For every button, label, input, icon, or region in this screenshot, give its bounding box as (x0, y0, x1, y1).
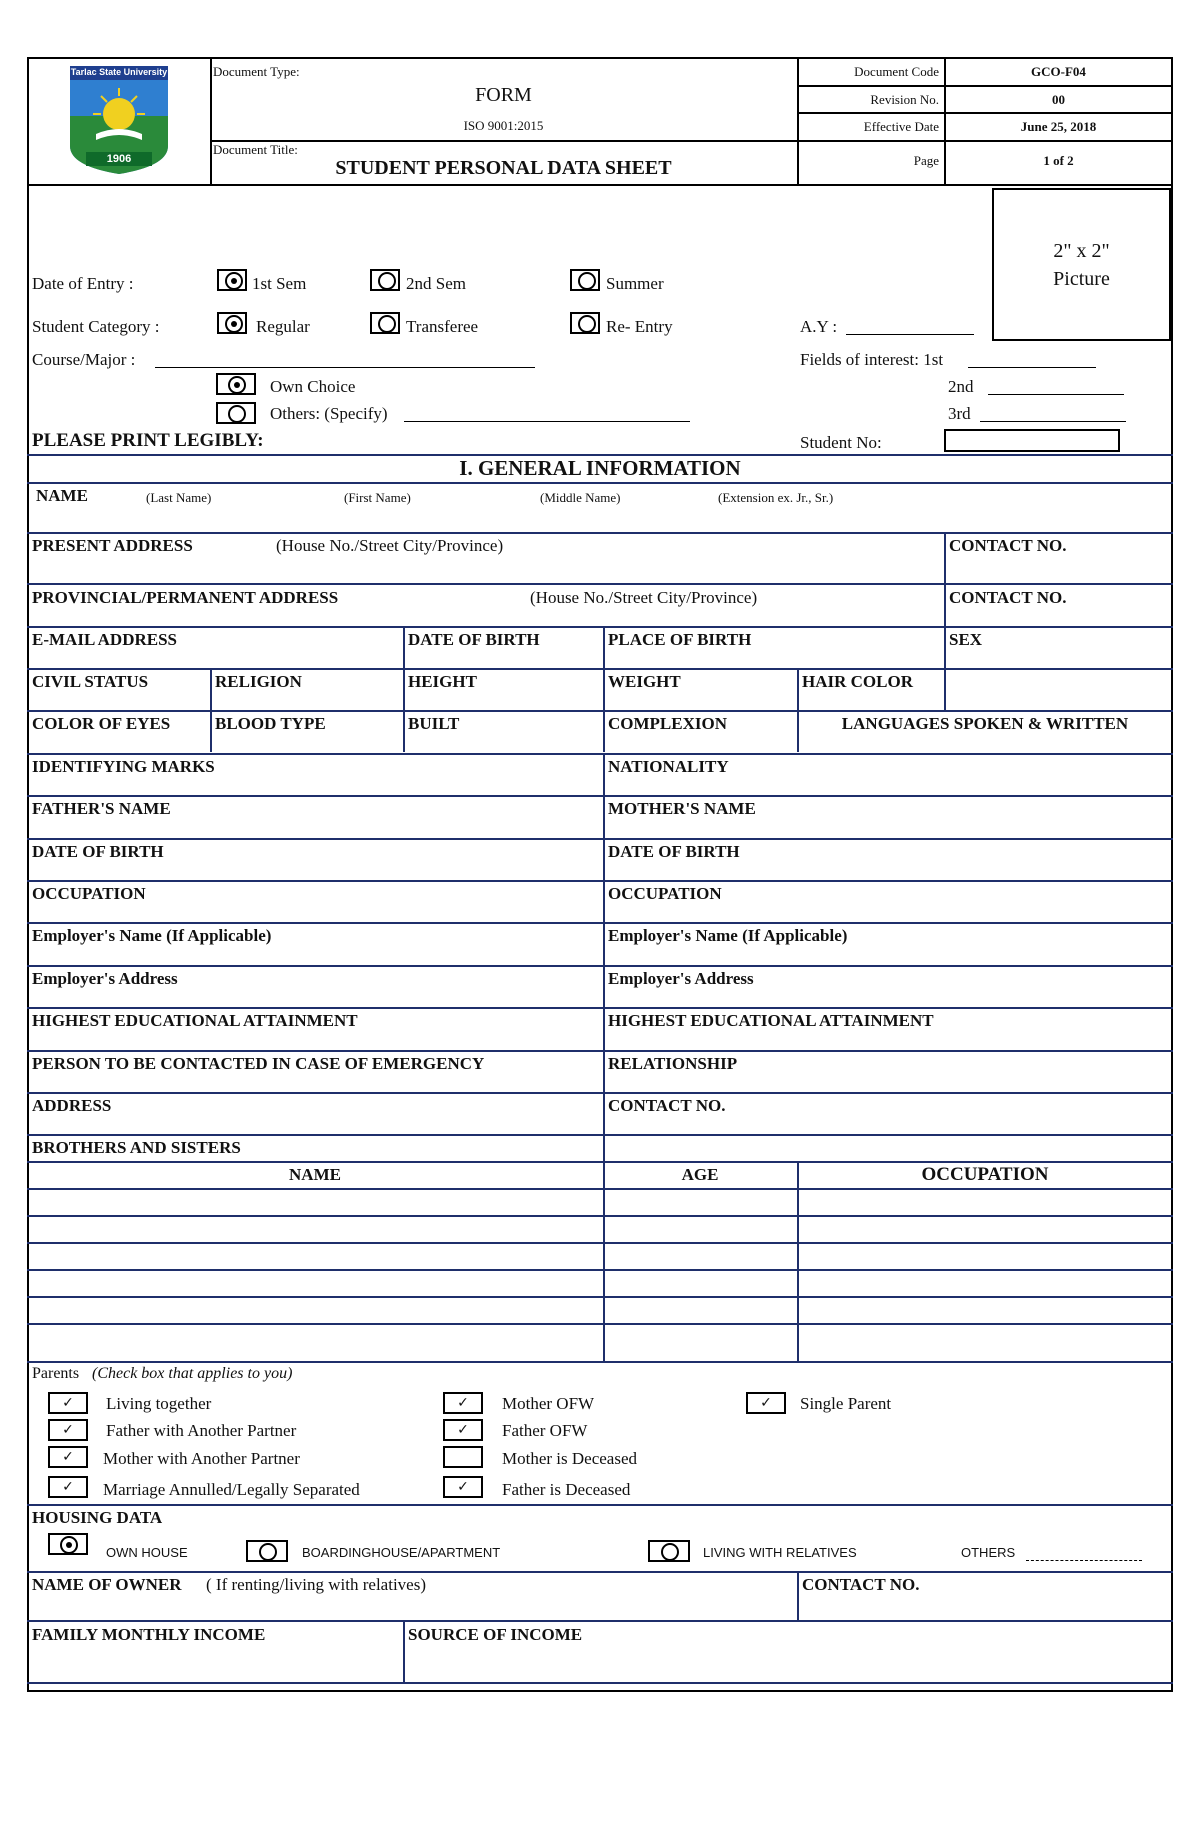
extension-hint: (Extension ex. Jr., Sr.) (718, 490, 834, 505)
interest-1st-field[interactable] (968, 367, 1096, 368)
others-field[interactable] (404, 421, 690, 422)
languages-label: LANGUAGES SPOKEN & WRITTEN (841, 714, 1129, 733)
father-partner-label: Father with Another Partner (106, 1421, 297, 1440)
relationship-label: RELATIONSHIP (608, 1054, 738, 1073)
summer-label: Summer (606, 274, 664, 293)
interest-3rd-field[interactable] (980, 421, 1126, 422)
siblings-label: BROTHERS AND SISTERS (32, 1138, 241, 1157)
name-label: NAME (36, 486, 88, 505)
iso-standard: ISO 9001:2015 (463, 118, 544, 133)
doc-type-label: Document Type: (213, 64, 300, 79)
present-contact-label: CONTACT NO. (949, 536, 1067, 555)
page-value: 1 of 2 (1043, 153, 1074, 168)
emergency-contact-label: CONTACT NO. (608, 1096, 726, 1115)
mother-employer-label: Employer's Name (If Applicable) (608, 926, 848, 945)
father-hea-label: HIGHEST EDUCATIONAL ATTAINMENT (32, 1011, 358, 1030)
interest-label: Fields of interest: 1st (800, 350, 944, 369)
category-label: Student Category : (32, 317, 160, 336)
father-partner-checkbox[interactable]: ✓ (48, 1419, 88, 1441)
provincial-address-label: PROVINCIAL/PERMANENT ADDRESS (32, 588, 339, 607)
mother-name-label: MOTHER'S NAME (608, 799, 756, 818)
mother-deceased-checkbox[interactable] (443, 1446, 483, 1468)
student-no-label: Student No: (800, 433, 882, 452)
father-ofw-label: Father OFW (502, 1421, 588, 1440)
emergency-address-label: ADDRESS (32, 1096, 112, 1115)
mother-ofw-checkbox[interactable]: ✓ (443, 1392, 483, 1414)
own-choice-radio[interactable] (216, 373, 256, 395)
first-name-hint: (First Name) (344, 490, 411, 505)
others-radio[interactable] (216, 402, 256, 424)
annulled-checkbox[interactable]: ✓ (48, 1476, 88, 1498)
owner-label: NAME OF OWNER (32, 1575, 182, 1594)
others-label: Others: (Specify) (270, 404, 388, 423)
single-parent-label: Single Parent (800, 1394, 892, 1413)
mother-occupation-label: OCCUPATION (608, 884, 722, 903)
parents-hint: (Check box that applies to you) (92, 1365, 293, 1382)
relatives-label: LIVING WITH RELATIVES (703, 1545, 857, 1560)
mother-hea-label: HIGHEST EDUCATIONAL ATTAINMENT (608, 1011, 934, 1030)
middle-name-hint: (Middle Name) (540, 490, 621, 505)
father-deceased-label: Father is Deceased (502, 1480, 631, 1499)
own-house-label: OWN HOUSE (106, 1545, 188, 1560)
boarding-label: BOARDINGHOUSE/APARTMENT (302, 1545, 501, 1560)
transferee-radio[interactable] (370, 312, 400, 334)
own-choice-label: Own Choice (270, 377, 356, 396)
parents-label: Parents (32, 1365, 80, 1382)
father-occupation-label: OCCUPATION (32, 884, 146, 903)
mother-deceased-label: Mother is Deceased (502, 1449, 638, 1468)
built-label: BUILT (408, 714, 460, 733)
living-together-label: Living together (106, 1394, 212, 1413)
source-label: SOURCE OF INCOME (408, 1625, 583, 1644)
reentry-label: Re- Entry (606, 317, 673, 336)
course-label: Course/Major : (32, 350, 136, 369)
summer-radio[interactable] (570, 269, 600, 291)
interest-2nd-field[interactable] (988, 394, 1124, 395)
picture-size: 2" x 2" (1053, 240, 1110, 262)
nationality-label: NATIONALITY (608, 757, 729, 776)
single-parent-checkbox[interactable]: ✓ (746, 1392, 786, 1414)
transferee-label: Transferee (406, 317, 479, 336)
housing-title: HOUSING DATA (32, 1508, 163, 1527)
father-ofw-checkbox[interactable]: ✓ (443, 1419, 483, 1441)
complexion-label: COMPLEXION (608, 714, 727, 733)
picture-caption: Picture (1053, 268, 1110, 290)
effective-label: Effective Date (863, 119, 939, 134)
code-value: GCO-F04 (1031, 64, 1086, 79)
income-label: FAMILY MONTHLY INCOME (32, 1625, 266, 1644)
religion-label: RELIGION (215, 672, 302, 691)
hair-color-label: HAIR COLOR (802, 672, 913, 691)
logo-year: 1906 (106, 153, 132, 165)
revision-label: Revision No. (870, 92, 939, 107)
regular-label: Regular (256, 317, 310, 336)
owner-contact-label: CONTACT NO. (802, 1575, 920, 1594)
email-label: E-MAIL ADDRESS (32, 630, 178, 649)
col-age: AGE (681, 1165, 719, 1184)
student-no-field[interactable] (944, 429, 1120, 452)
height-label: HEIGHT (408, 672, 477, 691)
sem2-label: 2nd Sem (406, 274, 466, 293)
please-print: PLEASE PRINT LEGIBLY: (32, 430, 264, 451)
eyes-label: COLOR OF EYES (32, 714, 171, 733)
regular-radio[interactable] (217, 312, 247, 334)
annulled-label: Marriage Annulled/Legally Separated (103, 1480, 360, 1499)
ay-label: A.Y : (800, 317, 838, 336)
mother-partner-label: Mother with Another Partner (103, 1449, 300, 1468)
boarding-radio[interactable] (246, 1540, 288, 1562)
father-employer-label: Employer's Name (If Applicable) (32, 926, 272, 945)
course-field[interactable] (155, 367, 535, 368)
pob-label: PLACE OF BIRTH (608, 630, 752, 649)
picture-box (992, 188, 1171, 341)
col-name: NAME (289, 1165, 341, 1184)
provincial-contact-label: CONTACT NO. (949, 588, 1067, 607)
identifying-label: IDENTIFYING MARKS (32, 757, 215, 776)
provincial-address-hint: (House No./Street City/Province) (530, 588, 758, 607)
emergency-label: PERSON TO BE CONTACTED IN CASE OF EMERGENCY (32, 1054, 485, 1073)
reentry-radio[interactable] (570, 312, 600, 334)
others-housing-label: OTHERS (961, 1545, 1016, 1560)
sem1-label: 1st Sem (252, 274, 307, 293)
civil-status-label: CIVIL STATUS (32, 672, 149, 691)
blood-type-label: BLOOD TYPE (215, 714, 326, 733)
code-label: Document Code (854, 64, 939, 79)
sex-label: SEX (949, 630, 983, 649)
mother-dob-label: DATE OF BIRTH (608, 842, 740, 861)
owner-hint: ( If renting/living with relatives) (206, 1575, 426, 1594)
present-address-hint: (House No./Street City/Province) (276, 536, 504, 555)
date-entry-label: Date of Entry : (32, 274, 134, 293)
present-address-label: PRESENT ADDRESS (32, 536, 193, 555)
living-together-checkbox[interactable]: ✓ (48, 1392, 88, 1414)
others-housing-field[interactable] (1026, 1560, 1142, 1561)
mother-ofw-label: Mother OFW (502, 1394, 595, 1413)
page-label: Page (913, 153, 939, 168)
weight-label: WEIGHT (608, 672, 681, 691)
father-employer-address-label: Employer's Address (32, 969, 178, 988)
sem1-radio[interactable] (217, 269, 247, 291)
col-occupation: OCCUPATION (921, 1164, 1049, 1185)
sem2-radio[interactable] (370, 269, 400, 291)
dob-label: DATE OF BIRTH (408, 630, 540, 649)
father-dob-label: DATE OF BIRTH (32, 842, 164, 861)
doc-type: FORM (475, 84, 532, 106)
mother-partner-checkbox[interactable]: ✓ (48, 1446, 88, 1468)
section-title: I. GENERAL INFORMATION (459, 456, 741, 480)
doc-title-label: Document Title: (213, 142, 298, 157)
own-house-radio[interactable] (48, 1533, 88, 1555)
doc-title: STUDENT PERSONAL DATA SHEET (335, 157, 672, 179)
father-name-label: FATHER'S NAME (32, 799, 171, 818)
ay-field[interactable] (846, 334, 974, 335)
revision-value: 00 (1052, 92, 1065, 107)
interest-3rd-label: 3rd (948, 404, 971, 423)
logo-text: Tarlac State University (70, 67, 168, 77)
mother-employer-address-label: Employer's Address (608, 969, 754, 988)
last-name-hint: (Last Name) (146, 490, 212, 505)
relatives-radio[interactable] (648, 1540, 690, 1562)
father-deceased-checkbox[interactable]: ✓ (443, 1476, 483, 1498)
effective-value: June 25, 2018 (1020, 119, 1097, 134)
interest-2nd-label: 2nd (948, 377, 974, 396)
